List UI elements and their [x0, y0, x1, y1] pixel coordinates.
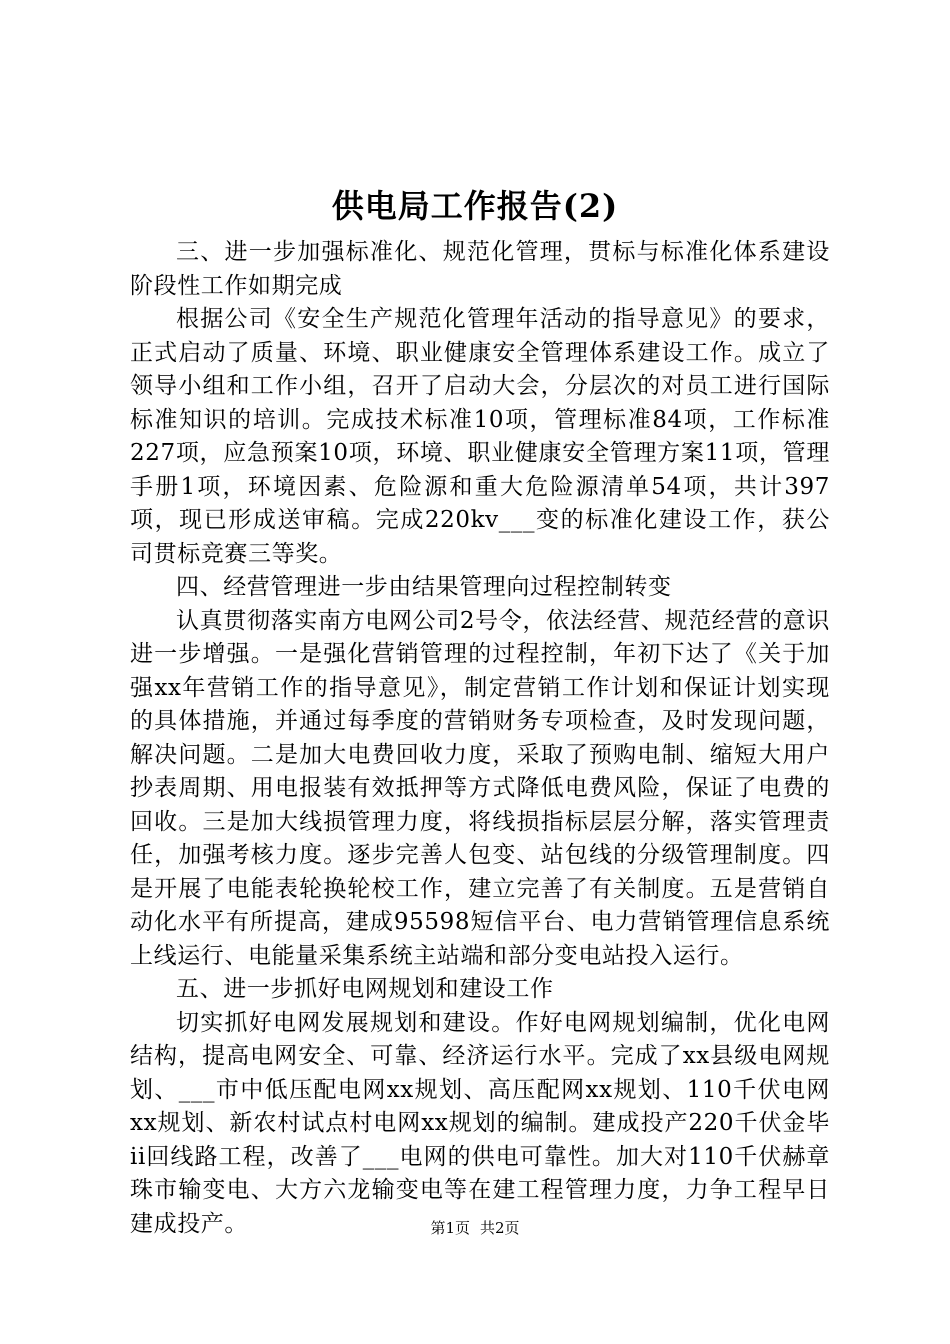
document-title: 供电局工作报告(2): [331, 187, 619, 225]
paragraph-operations: 认真贯彻落实南方电网公司2号令，依法经营、规范经营的意识进一步增强。一是强化营销管理的过程控制，年初下达了《关于加强xx年营销工作的指导意见》，制定营销工作计划和保证计划实现的具体措施，并通过每季度的营销财务专项检查，及时发现问题，解决问题。二是加大电费回收力度，采取了预购电制、缩短大用户抄表周期、用电报装有效抵押等方式降低电费风险，保证了电费的回收。三是加大线损管理力度，将线损指标层层分解，落实管理责任，加强考核力度。逐步完善人包变、站包线的分级管理制度。四是开展了电能表轮换轮校工作，建立完善了有关制度。五是营销自动化水平有所提高，建成95598短信平台、电力营销管理信息系统上线运行、电能量采集系统主站端和部分变电站投入运行。: [130, 607, 830, 969]
page-footer: [0, 1218, 950, 1238]
document-body: [130, 236, 830, 1241]
paragraph-standardization: 根据公司《安全生产规范化管理年活动的指导意见》的要求，正式启动了质量、环境、职业健康安全管理体系建设工作。成立了领导小组和工作小组，召开了启动大会，分层次的对员工进行国际标准知识的培训。完成技术标准10项，管理标准84项，工作标准227项，应急预案10项，环境、职业健康安全管理方案11项，管理手册1项，环境因素、危险源和重大危险源清单54项，共计397项，现已形成送审稿。完成220kv___变的标准化建设工作，获公司贯标竞赛三等奖。: [130, 306, 830, 567]
paragraph-grid-planning: 切实抓好电网发展规划和建设。作好电网规划编制，优化电网结构，提高电网安全、可靠、经济运行水平。完成了xx县级电网规划、___市中低压配电网xx规划、高压配网xx规划、110千伏电网xx规划、新农村试点村电网xx规划的编制。建成投产220千伏金毕ii回线路工程，改善了___电网的供电可靠性。加大对110千伏赫章珠市输变电、大方六龙输变电等在建工程管理力度，力争工程早日建成投产。: [130, 1009, 830, 1237]
page-number: 第1页: [430, 1219, 470, 1237]
section-heading-5: 五、进一步抓好电网规划和建设工作: [176, 976, 554, 1002]
section-heading-4: 四、经营管理进一步由结果管理向过程控制转变: [176, 574, 672, 600]
section-heading-3: 三、进一步加强标准化、规范化管理，贯标与标准化体系建设阶段性工作如期完成: [130, 239, 830, 299]
page-total: 共2页: [480, 1219, 520, 1237]
